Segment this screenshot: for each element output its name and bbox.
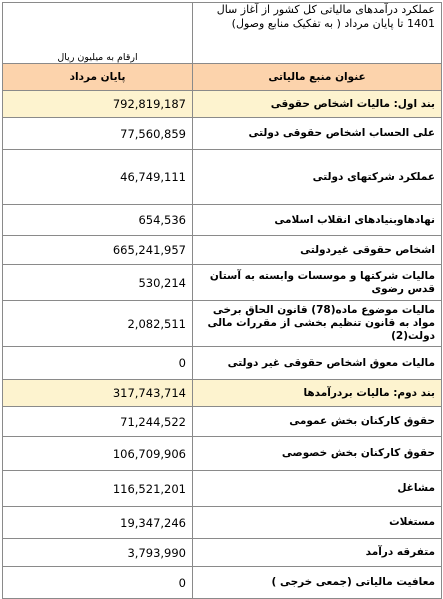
- source-label-cell: حقوق کارکنان بخش عمومی: [193, 407, 442, 437]
- source-label-cell: اشخاص حقوقی غیردولتی: [193, 236, 442, 265]
- table-row: [3, 265, 442, 301]
- source-label-cell: مالیات معوق اشخاص حقوقی غیر دولتی: [193, 347, 442, 380]
- table-row: [3, 437, 442, 471]
- amount-cell: 0: [3, 567, 193, 599]
- report-title: عملکرد درآمدهای مالیاتی کل کشور از آغاز سال 1401 تا پایان مرداد ( به تفکیک منابع وصول): [193, 3, 442, 64]
- amount-cell: 530,214: [3, 265, 193, 301]
- source-label-cell: مالیات موضوع ماده(78) قانون الحاق برخی مواد به قانون تنظیم بخشی از مقررات مالی دولت(2): [193, 301, 442, 347]
- table-row: [3, 471, 442, 507]
- source-label-cell: متفرقه درآمد: [193, 539, 442, 567]
- source-label-cell: حقوق کارکنان بخش خصوصی: [193, 437, 442, 471]
- amount-cell: 71,244,522: [3, 407, 193, 437]
- table-row: [3, 347, 442, 380]
- amount-cell: 19,347,246: [3, 507, 193, 539]
- section-row: [3, 91, 442, 118]
- amount-cell: 116,521,201: [3, 471, 193, 507]
- title-row: [3, 3, 442, 64]
- table-row: [3, 236, 442, 265]
- table-row: [3, 507, 442, 539]
- source-label-cell: مستغلات: [193, 507, 442, 539]
- column-header-amount: پایان مرداد: [3, 64, 193, 91]
- amount-cell: 317,743,714: [3, 380, 193, 407]
- amount-cell: 3,793,990: [3, 539, 193, 567]
- amount-cell: 792,819,187: [3, 91, 193, 118]
- table-row: [3, 539, 442, 567]
- table-row: [3, 301, 442, 347]
- source-label-cell: معافیت مالیاتی (جمعی خرجی ): [193, 567, 442, 599]
- source-label-cell: نهادهاوبنیادهای انقلاب اسلامی: [193, 205, 442, 236]
- source-label-cell: مالیات شرکتها و موسسات وابسته به آستان قدس رضوی: [193, 265, 442, 301]
- section-row: [3, 380, 442, 407]
- table-row: [3, 567, 442, 599]
- source-label-cell: مشاغل: [193, 471, 442, 507]
- source-label-cell: بند اول: مالیات اشخاص حقوقی: [193, 91, 442, 118]
- source-label-cell: علی الحساب اشخاص حقوقی دولتی: [193, 118, 442, 150]
- amount-cell: 77,560,859: [3, 118, 193, 150]
- source-label-cell: بند دوم: مالیات بردرآمدها: [193, 380, 442, 407]
- table-row: [3, 150, 442, 205]
- table-row: [3, 118, 442, 150]
- amount-cell: 2,082,511: [3, 301, 193, 347]
- amount-cell: 654,536: [3, 205, 193, 236]
- header-row: [3, 64, 442, 91]
- amount-cell: 0: [3, 347, 193, 380]
- column-header-source: عنوان منبع مالیاتی: [193, 64, 442, 91]
- amount-cell: 106,709,906: [3, 437, 193, 471]
- source-label-cell: عملکرد شرکتهای دولتی: [193, 150, 442, 205]
- amount-cell: 46,749,111: [3, 150, 193, 205]
- units-note: ارقام به میلیون ریال: [3, 3, 193, 64]
- table-row: [3, 407, 442, 437]
- tax-revenue-table: [2, 2, 442, 599]
- amount-cell: 665,241,957: [3, 236, 193, 265]
- table-row: [3, 205, 442, 236]
